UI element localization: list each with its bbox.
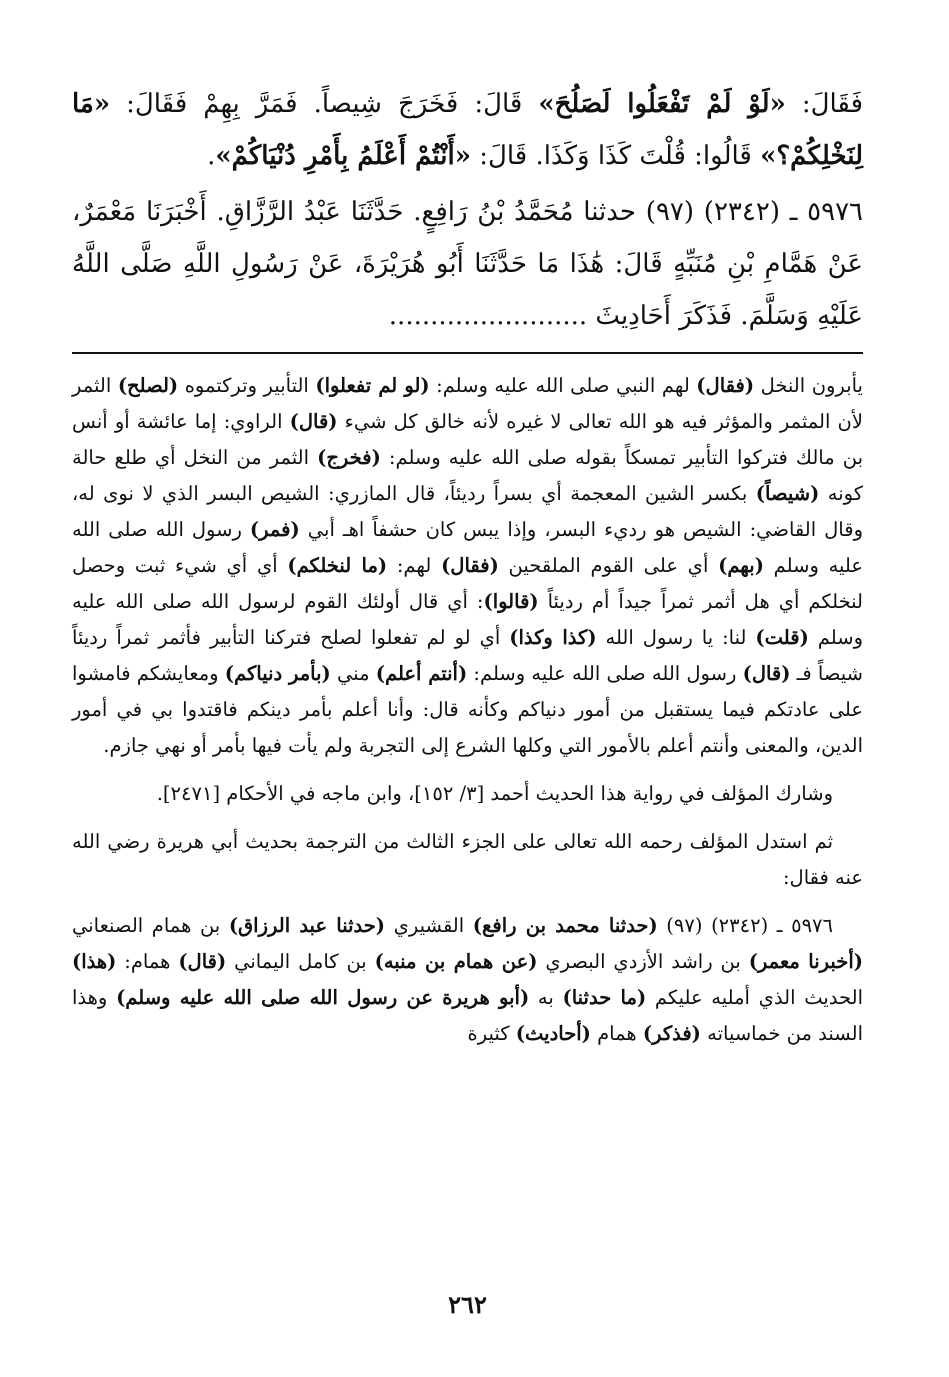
text-run: القشيري	[385, 914, 473, 937]
text-run: قَالُوا: قُلْتَ كَذَا وَكَذَا. قَالَ:	[470, 141, 761, 171]
footnote-divider	[72, 352, 863, 354]
bold-phrase: (هذا)	[72, 950, 117, 973]
bold-phrase: (بأمر دنياكم)	[224, 662, 331, 685]
text-run: : أي قال أولئك القوم لرسول الله صلى الله عليه وسلم	[72, 590, 863, 649]
text-run: أي أي شيء ثبت وحصل لنخلكم أي هل أثمر ثمراً جيداً أم رديئاً	[72, 554, 863, 613]
text-run: الثمر لأن المثمر والمؤثر فيه هو الله تعالى لا غيره لأنه خالق كل شيء	[72, 374, 863, 433]
text-run: كثيرة	[467, 1022, 516, 1045]
commentary-text	[72, 368, 863, 1052]
bold-phrase: (قال)	[289, 410, 338, 433]
text-run: أي لو لم تفعلوا لصلح فتركنا التأبير فأثمر ثمراً رديئاً شيصاً فـ	[72, 626, 863, 685]
bold-phrase: (حدثنا محمد بن رافع)	[472, 914, 658, 937]
text-run: رسول الله صلى الله عليه وسلم:	[467, 662, 743, 685]
text-run: ٥٩٧٦ ـ (٢٣٤٢) (٩٧)	[657, 914, 833, 937]
text-run: ومعايشكم فامشوا على عادتكم فيما يستقبل من أمور دنياكم وكأنه قال: وأنا أعلم بأمر دينكم فاقتدوا بي في أمور الدين، والمعنى وأنتم أعلم بالأمور التي وكلها الشرع إلى التجربة ولم يأت فيها بأمر أو نهي جازم.	[71, 662, 863, 757]
bold-phrase: (قالوا)	[483, 590, 539, 613]
text-run: الثمر من النخل أي طلع حالة كونه	[72, 446, 864, 505]
bold-phrase: (لو لم تفعلوا)	[315, 374, 430, 397]
text-run: همام	[590, 1022, 643, 1045]
bold-phrase: (قلت)	[755, 626, 809, 649]
text-run: لنا: يا رسول الله	[596, 626, 756, 649]
bold-phrase: (عن همام بن منبه)	[374, 950, 538, 973]
text-run: همام:	[116, 950, 179, 973]
text-run: رسول الله صلى الله عليه وسلم	[72, 518, 864, 577]
text-run: بكسر الشين المعجمة أي بسراً رديئاً، قال المازري: الشيص البسر الذي لا نوى له، وقال القاضي: الشيص هو رديء البسر، وإذا يبس كان حشفاً اهـ أبي	[72, 482, 863, 541]
bold-phrase: (فقال)	[696, 374, 755, 397]
bold-phrase: «مَا لِنَخْلِكُمْ؟»	[72, 89, 863, 171]
commentary-paragraph-intro	[72, 824, 863, 896]
commentary-paragraph-chain	[72, 908, 863, 1052]
text-run: الحديث الذي أمليه عليكم	[646, 986, 863, 1009]
bold-phrase: (حدثنا عبد الرزاق)	[228, 914, 386, 937]
bold-phrase: (شيصاً)	[755, 482, 820, 505]
text-run: يأبرون النخل	[754, 374, 863, 397]
text-run: لهم:	[387, 554, 442, 577]
text-run: التأبير وتركتموه	[178, 374, 316, 397]
commentary-paragraph	[72, 368, 863, 764]
text-run: مني	[330, 662, 376, 685]
bold-phrase: (ما حدثنا)	[562, 986, 647, 1009]
text-run: قَالَ: فَخَرَجَ شِيصاً. فَمَرَّ بِهِمْ فَقَالَ:	[110, 89, 539, 119]
bold-phrase: (فخرج)	[317, 446, 381, 469]
text-run: أي على القوم الملقحين	[498, 554, 719, 577]
bold-phrase: (أحاديث)	[515, 1022, 591, 1045]
bold-phrase: (أنتم أعلم)	[375, 662, 468, 685]
bold-phrase: (لصلح)	[117, 374, 179, 397]
text-run: وهذا السند من خماسياته	[72, 986, 863, 1045]
bold-phrase: (فمر)	[249, 518, 300, 541]
book-page	[72, 0, 863, 1377]
text-run: ثم استدل المؤلف رحمه الله تعالى على الجزء الثالث من الترجمة بحديث أبي هريرة رضي الله عنه فقال:	[72, 830, 863, 889]
hadith-paragraph	[72, 78, 863, 182]
text-run: به	[529, 986, 563, 1009]
text-run: بن همام الصنعاني	[72, 914, 229, 937]
text-run: فَقَالَ:	[785, 89, 864, 119]
bold-phrase: «لَوْ لَمْ تَفْعَلُوا لَصَلُحَ»	[538, 89, 786, 119]
bold-phrase: (فذكر)	[642, 1022, 701, 1045]
bold-phrase: (كذا وكذا)	[509, 626, 597, 649]
bold-phrase: (بهم)	[718, 554, 764, 577]
text-run: بن راشد الأزدي البصري	[537, 950, 749, 973]
page-number: ٢٦٢	[448, 1290, 487, 1319]
bold-phrase: (فقال)	[441, 554, 499, 577]
hadith-text	[72, 78, 863, 342]
text-run: ٥٩٧٦ ـ (٢٣٤٢) (٩٧) حدثنا مُحَمَّدُ بْنُ رَافِعٍ. حَدَّثَنَا عَبْدُ الرَّزَّاقِ. أَخْبَرَنَا مَعْمَرٌ، عَنْ هَمَّامِ بْنِ مُنَبِّهٍ قَالَ: هَٰذَا مَا حَدَّثَنَا أَبُو هُرَيْرَةَ، عَنْ رَسُولِ اللَّهِ صَلَّى اللَّهُ عَلَيْهِ وَسَلَّمَ. فَذَكَرَ أَحَادِيثَ ........................	[72, 197, 863, 331]
text-run: بن كامل اليماني	[226, 950, 375, 973]
bold-phrase: «أَنْتُمْ أَعْلَمُ بِأَمْرِ دُنْيَاكُمْ»	[215, 141, 471, 171]
text-run: الراوي: إما عائشة أو أنس بن مالك فتركوا التأبير تمسكاً بقوله صلى الله عليه وسلم:	[72, 410, 864, 469]
bold-phrase: (ما لنخلكم)	[287, 554, 388, 577]
bold-phrase: (أبو هريرة عن رسول الله صلى الله عليه وسلم)	[116, 986, 530, 1009]
bold-phrase: (قال)	[178, 950, 227, 973]
text-run: وشارك المؤلف في رواية هذا الحديث أحمد [٣/ ١٥٢]، وابن ماجه في الأحكام [٢٤٧١].	[156, 782, 833, 805]
text-run: لهم النبي صلى الله عليه وسلم:	[429, 374, 697, 397]
hadith-chain-paragraph	[72, 186, 863, 342]
bold-phrase: (قال)	[742, 662, 791, 685]
bold-phrase: (أخبرنا معمر)	[748, 950, 863, 973]
text-run: .	[207, 141, 216, 171]
commentary-paragraph-sources	[72, 776, 863, 812]
